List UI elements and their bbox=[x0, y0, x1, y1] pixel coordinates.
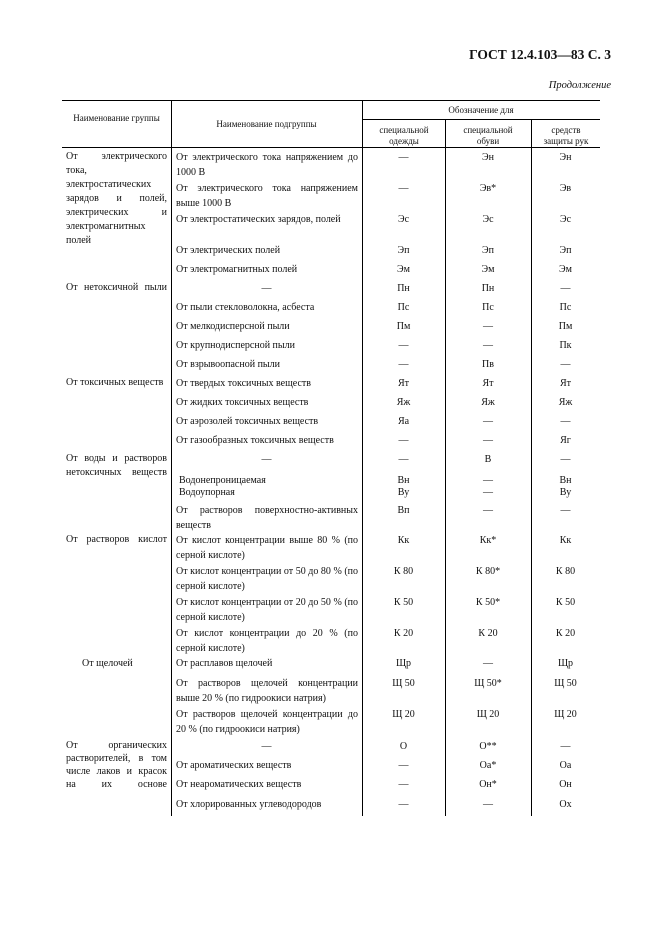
subgroup-cell: — bbox=[261, 283, 272, 294]
hands-cell: — bbox=[560, 359, 571, 370]
clothing-cell: К 20 bbox=[393, 628, 414, 639]
subgroup-cell: От кислот концентрации выше 80 % (по серной кислоте) bbox=[176, 535, 358, 561]
header-footwear: специальной обуви bbox=[463, 125, 513, 146]
clothing-cell: Ву bbox=[397, 487, 410, 498]
document-id: ГОСТ 12.4.103—83 С. 3 bbox=[469, 47, 611, 62]
hands-cell: К 50 bbox=[555, 597, 576, 608]
hands-cell: Яг bbox=[560, 435, 571, 446]
clothing-cell: Пс bbox=[397, 302, 410, 313]
header-hand-protection: средств защиты рук bbox=[543, 125, 589, 146]
footwear-cell: О** bbox=[479, 741, 497, 752]
clothing-cell: Эм bbox=[397, 264, 410, 275]
hands-cell: Эс bbox=[559, 214, 572, 225]
header-clothing: специальной одежды bbox=[379, 125, 429, 146]
subgroup-cell: От взрывоопасной пыли bbox=[176, 359, 280, 370]
subgroup-cell: Водонепроницаемая bbox=[179, 475, 266, 486]
footwear-cell: К 20 bbox=[478, 628, 498, 639]
group-cell: От токсичных веществ bbox=[66, 377, 164, 388]
group-cell: От электрического тока, электростатических зарядов и полей, электрических и электромагнитных полей bbox=[66, 151, 167, 246]
hands-cell: Эп bbox=[559, 245, 572, 256]
clothing-cell: — bbox=[398, 340, 409, 351]
footwear-cell: К 50* bbox=[475, 597, 501, 608]
subgroup-cell: От кислот концентрации от 20 до 50 % (по серной кислоте) bbox=[176, 597, 358, 623]
clothing-cell: Яа bbox=[397, 416, 410, 427]
footwear-cell: Он* bbox=[479, 779, 497, 790]
clothing-cell: Пм bbox=[396, 321, 411, 332]
subgroup-cell: От пыли стекловолокна, асбеста bbox=[176, 302, 315, 313]
subgroup-cell: От растворов щелочей концентрации до 20 % (по гидроокиси натрия) bbox=[176, 709, 358, 735]
hands-cell: К 20 bbox=[555, 628, 576, 639]
subgroup-cell: От мелкодисперсной пыли bbox=[176, 321, 290, 332]
hands-cell: Щр bbox=[557, 658, 574, 669]
clothing-cell: Щ 20 bbox=[392, 709, 415, 720]
clothing-cell: Ят bbox=[397, 378, 410, 389]
group-cell: От растворов кислот bbox=[66, 534, 167, 545]
footwear-cell: Эм bbox=[481, 264, 495, 275]
hands-cell: Ву bbox=[559, 487, 572, 498]
clothing-cell: К 80 bbox=[393, 566, 414, 577]
subgroup-cell: От хлорированных углеводородов bbox=[176, 799, 322, 810]
clothing-cell: — bbox=[398, 359, 409, 370]
clothing-cell: Эс bbox=[397, 214, 410, 225]
hands-cell: К 80 bbox=[555, 566, 576, 577]
hands-cell: Яж bbox=[558, 397, 573, 408]
subgroup-cell: От кислот концентрации от 50 до 80 % (по серной кислоте) bbox=[176, 566, 358, 592]
clothing-cell: Кк bbox=[397, 535, 410, 546]
footwear-cell: — bbox=[483, 487, 493, 498]
group-cell: От нетоксичной пыли bbox=[66, 282, 167, 293]
group-cell: От воды и растворов нетоксичных веществ bbox=[66, 453, 167, 478]
clothing-cell: Вп bbox=[397, 505, 410, 516]
subgroup-cell: От растворов поверхностно-активных веществ bbox=[176, 505, 358, 531]
hands-cell: Пк bbox=[559, 340, 572, 351]
subgroup-cell: От крупнодисперсной пыли bbox=[176, 340, 295, 351]
hands-cell: Ох bbox=[559, 799, 572, 810]
clothing-cell: Эп bbox=[397, 245, 410, 256]
subgroup-cell: От расплавов щелочей bbox=[176, 658, 273, 669]
subgroup-cell: От твердых токсичных веществ bbox=[176, 378, 311, 389]
footwear-cell: — bbox=[483, 416, 493, 427]
header-designation: Обозначение для bbox=[448, 105, 514, 115]
footwear-cell: К 80* bbox=[475, 566, 501, 577]
hands-cell: — bbox=[560, 454, 571, 465]
footwear-cell: — bbox=[483, 505, 493, 516]
subgroup-cell: Водоупорная bbox=[179, 487, 235, 498]
footwear-cell: Эв* bbox=[479, 183, 497, 194]
hands-cell: Эв bbox=[559, 183, 572, 194]
clothing-cell: — bbox=[398, 779, 409, 790]
hands-cell: Щ 50 bbox=[554, 678, 577, 689]
footwear-cell: В bbox=[484, 454, 492, 465]
clothing-cell: Вн bbox=[397, 475, 410, 486]
hands-cell: — bbox=[560, 741, 571, 752]
clothing-cell: О bbox=[399, 741, 408, 752]
footwear-cell: — bbox=[483, 340, 493, 351]
subgroup-cell: От аэрозолей токсичных веществ bbox=[176, 416, 319, 427]
footwear-cell: — bbox=[483, 435, 493, 446]
subgroup-cell: От электромагнитных полей bbox=[176, 264, 298, 275]
hands-cell: Пс bbox=[559, 302, 572, 313]
header-subgroup-name: Наименование подгруппы bbox=[216, 119, 317, 129]
hands-cell: Он bbox=[559, 779, 572, 790]
clothing-cell: — bbox=[398, 435, 409, 446]
clothing-cell: — bbox=[398, 760, 409, 771]
subgroup-cell: От кислот концентрации до 20 % (по серной кислоте) bbox=[176, 628, 358, 654]
table-top-rule bbox=[62, 100, 600, 101]
clothing-cell: — bbox=[398, 799, 409, 810]
subgroup-cell: — bbox=[261, 454, 272, 465]
hands-cell: Ят bbox=[559, 378, 572, 389]
designation-subrule bbox=[362, 119, 600, 120]
hands-cell: Эм bbox=[559, 264, 572, 275]
footwear-cell: Щ 20 bbox=[476, 709, 500, 720]
footwear-cell: Эп bbox=[482, 245, 494, 256]
subgroup-cell: От растворов щелочей концентрации выше 20 % (по гидроокиси натрия) bbox=[176, 678, 358, 704]
subgroup-cell: От электростатических зарядов, полей bbox=[176, 214, 341, 225]
continuation-label: Продолжение bbox=[548, 80, 611, 91]
footwear-cell: — bbox=[483, 475, 493, 486]
hands-cell: Щ 20 bbox=[554, 709, 577, 720]
header-bottom-rule bbox=[62, 147, 600, 148]
subgroup-cell: От ароматических веществ bbox=[176, 760, 292, 771]
hands-cell: — bbox=[560, 505, 571, 516]
clothing-cell: — bbox=[398, 454, 409, 465]
header-group-name: Наименование группы bbox=[73, 113, 160, 123]
clothing-cell: — bbox=[398, 152, 409, 163]
footwear-cell: Оа* bbox=[479, 760, 497, 771]
subgroup-cell: От газообразных токсичных веществ bbox=[176, 435, 334, 446]
footwear-cell: Эн bbox=[482, 152, 494, 163]
subgroup-cell: От неароматических веществ bbox=[176, 779, 302, 790]
subgroup-cell: От электрического тока напряжением до 1000 В bbox=[176, 152, 358, 178]
footwear-cell: — bbox=[483, 799, 493, 810]
hands-cell: Пм bbox=[558, 321, 573, 332]
footwear-cell: Пв bbox=[482, 359, 494, 370]
footwear-cell: Ят bbox=[482, 378, 494, 389]
hands-cell: — bbox=[560, 416, 571, 427]
clothing-cell: Щр bbox=[395, 658, 412, 669]
footwear-cell: Щ 50* bbox=[474, 678, 502, 689]
hands-cell: Вн bbox=[559, 475, 572, 486]
subgroup-cell: От жидких токсичных веществ bbox=[176, 397, 309, 408]
group-cell: От органических растворителей, в том числе лаков и красок на их основе bbox=[66, 740, 167, 790]
footwear-cell: — bbox=[483, 321, 493, 332]
clothing-cell: — bbox=[398, 183, 409, 194]
subgroup-cell: От электрических полей bbox=[176, 245, 281, 256]
clothing-cell: Яж bbox=[396, 397, 411, 408]
clothing-cell: Пн bbox=[397, 283, 410, 294]
clothing-cell: К 50 bbox=[393, 597, 414, 608]
hands-cell: Эн bbox=[559, 152, 572, 163]
footwear-cell: Пн bbox=[481, 283, 495, 294]
footwear-cell: Пс bbox=[482, 302, 494, 313]
footwear-cell: Эс bbox=[482, 214, 494, 225]
group-cell: От щелочей bbox=[82, 658, 133, 669]
clothing-cell: Щ 50 bbox=[392, 678, 415, 689]
hands-cell: Оа bbox=[559, 760, 572, 771]
hands-cell: Кк bbox=[559, 535, 572, 546]
footwear-cell: — bbox=[483, 658, 493, 669]
footwear-cell: Кк* bbox=[479, 535, 497, 546]
subgroup-cell: От электрического тока напряжением выше 1000 В bbox=[176, 183, 358, 209]
footwear-cell: Яж bbox=[481, 397, 495, 408]
subgroup-cell: — bbox=[261, 741, 272, 752]
hands-cell: — bbox=[560, 283, 571, 294]
